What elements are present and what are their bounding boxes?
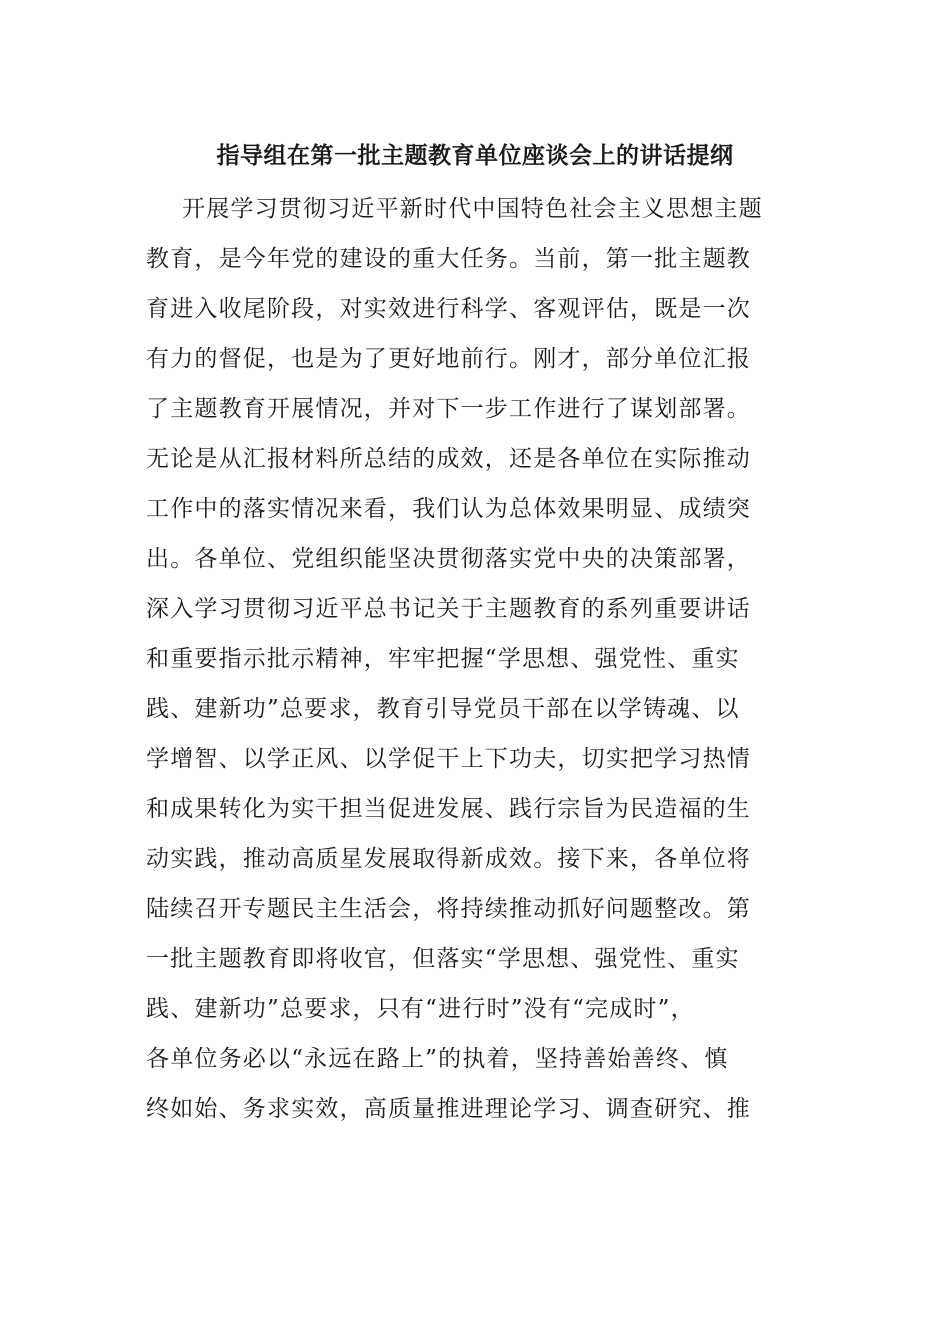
body-line: 和成果转化为实干担当促进发展、践行宗旨为民造福的生 xyxy=(146,796,751,822)
body-line: 有力的督促，也是为了更好地前行。刚才，部分单位汇报 xyxy=(146,346,751,372)
body-line: 了主题教育开展情况，并对下一步工作进行了谋划部署。 xyxy=(146,396,751,422)
body-line: 工作中的落实情况来看，我们认为总体效果明显、成绩突 xyxy=(146,496,751,522)
body-line: 开展学习贯彻习近平新时代中国特色社会主义思想主题 xyxy=(182,196,763,222)
body-line: 学增智、以学正风、以学促干上下功夫，切实把学习热情 xyxy=(146,746,751,772)
body-line: 践、建新功”总要求，教育引导党员干部在以学铸魂、以 xyxy=(146,696,740,722)
document-body xyxy=(146,184,806,1134)
body-line: 育进入收尾阶段，对实效进行科学、客观评估，既是一次 xyxy=(146,296,751,322)
body-line: 陆续召开专题民主生活会，将持续推动抓好问题整改。第 xyxy=(146,896,751,922)
body-line: 教育，是今年党的建设的重大任务。当前，第一批主题教 xyxy=(146,246,751,272)
document-title: 指导组在第一批主题教育单位座谈会上的讲话提纲 xyxy=(216,142,734,169)
body-line: 践、建新功”总要求，只有“进行时”没有“完成时”， xyxy=(146,996,695,1022)
body-line: 动实践，推动高质星发展取得新成效。接下来，各单位将 xyxy=(146,846,751,872)
body-line: 终如始、务求实效，高质量推进理论学习、调查研究、推 xyxy=(146,1096,751,1122)
body-line: 出。各单位、党组织能坚决贯彻落实党中央的决策部署， xyxy=(146,546,751,572)
body-line: 各单位务必以“永远在路上”的执着，坚持善始善终、慎 xyxy=(146,1046,729,1072)
body-line: 和重要指示批示精神，牢牢把握“学思想、强党性、重实 xyxy=(146,646,740,672)
body-line: 无论是从汇报材料所总结的成效，还是各单位在实际推动 xyxy=(146,446,751,472)
body-line: 深入学习贯彻习近平总书记关于主题教育的系列重要讲话 xyxy=(146,596,751,622)
body-line: 一批主题教育即将收官，但落实“学思想、强党性、重实 xyxy=(146,946,740,972)
